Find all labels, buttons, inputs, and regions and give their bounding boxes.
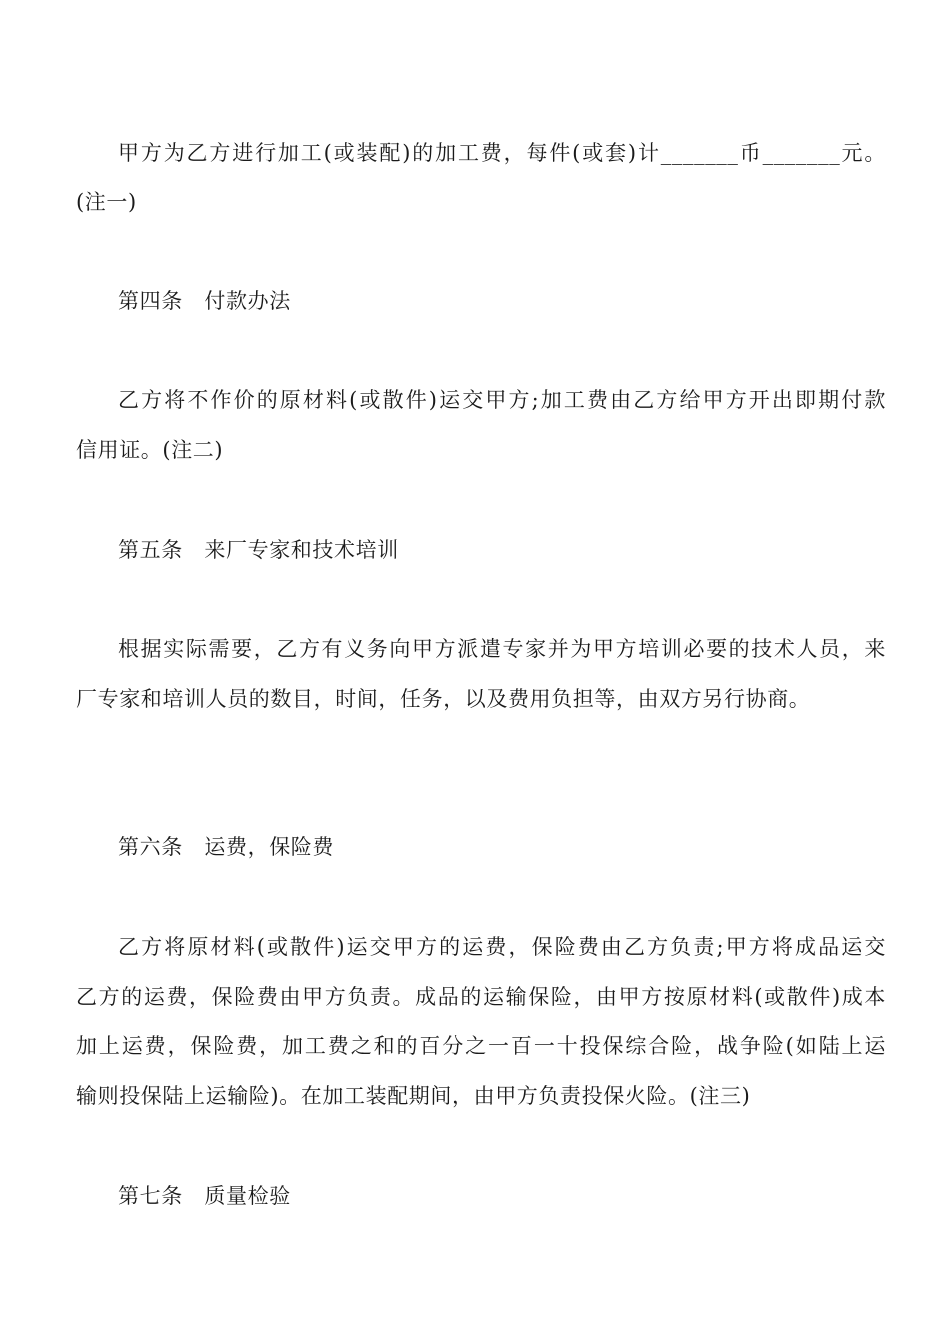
para4-line2: 乙方的运费，保险费由甲方负责。成品的运输保险，由甲方按原材料(或散件)成本 <box>76 985 886 1009</box>
para4-line1: 乙方将原材料(或散件)运交甲方的运费，保险费由乙方负责;甲方将成品运交 <box>118 935 886 959</box>
para1-line2: (注一) <box>76 190 137 214</box>
article6-heading: 第六条 运费，保险费 <box>118 835 334 859</box>
para3-line1: 根据实际需要，乙方有义务向甲方派遣专家并为甲方培训必要的技术人员，来 <box>118 637 886 661</box>
article7-heading: 第七条 质量检验 <box>118 1184 291 1208</box>
para2-line2: 信用证。(注二) <box>76 438 224 462</box>
para4-line4: 输则投保陆上运输险)。在加工装配期间，由甲方负责投保火险。(注三) <box>76 1084 751 1108</box>
para1-line1: 甲方为乙方进行加工(或装配)的加工费，每件(或套)计_______币_______元。 <box>118 141 886 165</box>
para2-line1: 乙方将不作价的原材料(或散件)运交甲方;加工费由乙方给甲方开出即期付款 <box>118 388 886 412</box>
para3-line2: 厂专家和培训人员的数目，时间，任务，以及费用负担等，由双方另行协商。 <box>76 687 811 711</box>
para4-line3: 加上运费，保险费，加工费之和的百分之一百一十投保综合险，战争险(如陆上运 <box>76 1034 886 1058</box>
article4-heading: 第四条 付款办法 <box>118 289 291 313</box>
article5-heading: 第五条 来厂专家和技术培训 <box>118 538 399 562</box>
